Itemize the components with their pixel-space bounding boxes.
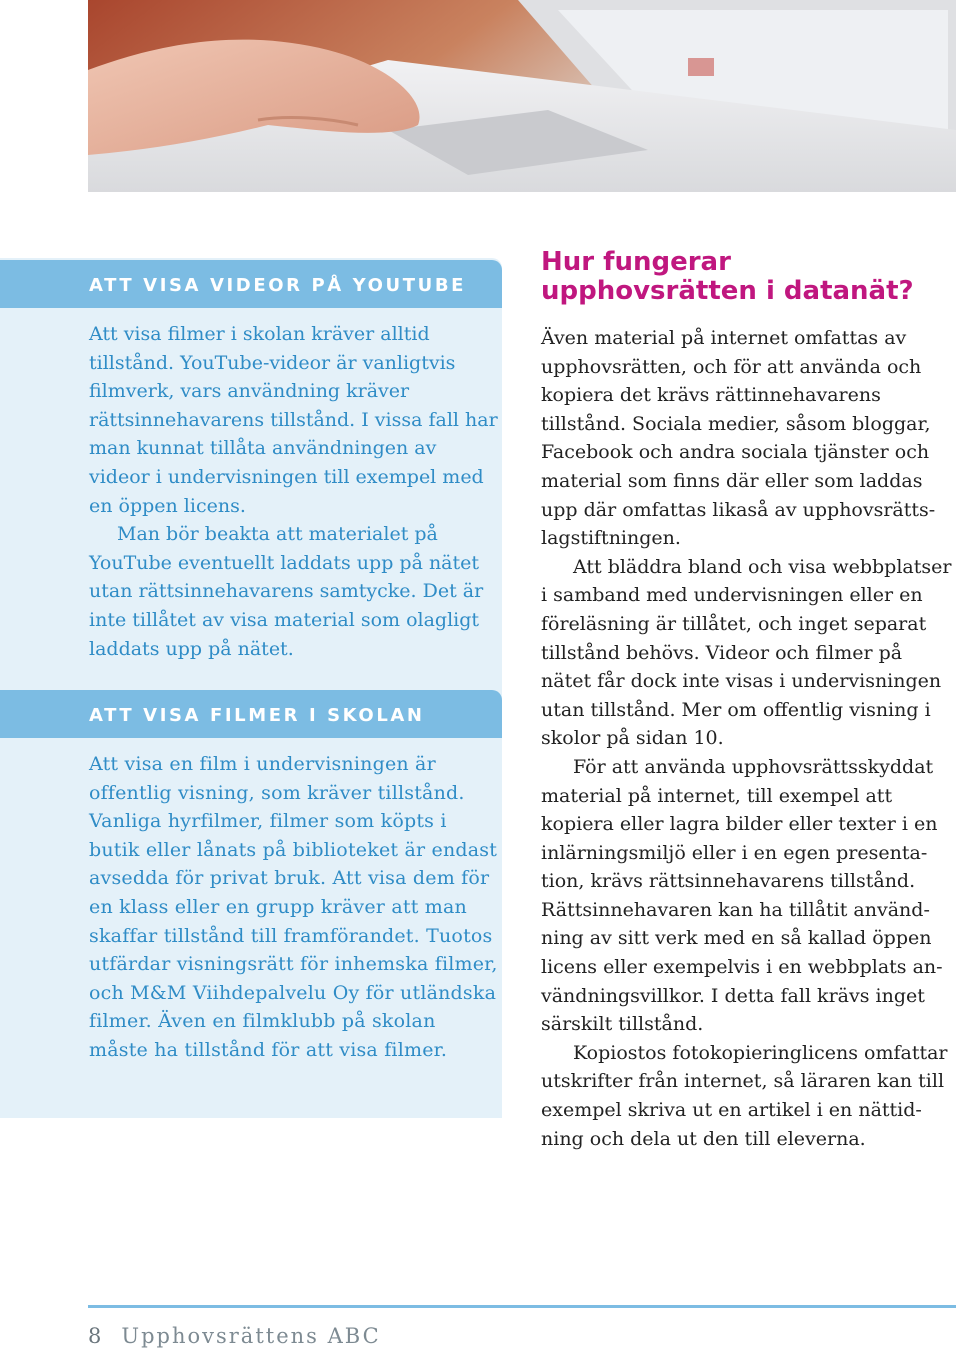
sidebar-paragraph: Att visa en film i undervisningen är offentlig visning, som kräver tillstånd. Vanliga hyrfilmer, filmer som köpts i butik eller lånats på biblioteket är endast avsedda för privat bruk. Att visa dem för en klass eller en grupp kräver att man skaffar tillstånd till framförandet. Tuotos utfärdar visningsrätt för inhemska filmer, och M&M Viihdepalvelu Oy för utländska filmer. Även en filmklubb på skolan måste ha tillstånd för att visa filmer. bbox=[89, 753, 498, 1061]
laptop-hand-illustration bbox=[88, 0, 956, 192]
sidebar-section-films bbox=[89, 750, 499, 1065]
sidebar-section-youtube bbox=[89, 320, 499, 663]
sidebar-heading-films: ATT VISA FILMER I SKOLAN bbox=[0, 690, 502, 738]
page-footer bbox=[88, 1324, 381, 1348]
publication-title: Upphovsrättens ABC bbox=[121, 1324, 381, 1348]
main-paragraph: Även material på internet omfattas av upphovsrätten, och för att använda och kopiera det krävs rättinnehavarens tillstånd. Sociala medier, såsom bloggar, Facebook och andra sociala tjänster och material som finns där eller som laddas upp där omfattas likaså av upphovsrättslagstiftningen. bbox=[541, 327, 936, 550]
main-paragraph: För att använda upphovsrättsskyddat material på internet, till exempel att kopiera eller lagra bilder eller texter i en inlärningsmiljö eller i en egen presentation, krävs rättsinnehavarens tillstånd. Rättsinnehavaren kan ha tillåtit användning av sitt verk med en så kallad öppen licens eller exempelvis i en webbplats användningsvillkor. I detta fall krävs inget särskilt tillstånd. bbox=[541, 755, 943, 1036]
hero-photo bbox=[88, 0, 956, 192]
main-title: Hur fungerar upphovsrätten i datanät? bbox=[541, 247, 914, 306]
sidebar-paragraph: Man bör beakta att materialet på YouTube eventuellt laddats upp på nätet utan rättsinnehavarens samtycke. Det är inte tillåtet av visa material som olagligt laddats upp på nätet. bbox=[89, 523, 484, 660]
page-number: 8 bbox=[88, 1324, 104, 1348]
main-paragraph: Kopiostos fotokopieringlicens omfattar utskrifter från internet, så läraren kan till exempel skriva ut en artikel i en nättidning och dela ut den till eleverna. bbox=[541, 1041, 948, 1150]
footer-divider bbox=[88, 1305, 956, 1308]
main-paragraph: Att bläddra bland och visa webbplatser i samband med undervisningen eller en föreläsning är tillåtet, och inget separat tillstånd behövs. Videor och filmer på nätet får dock inte visas i undervisningen utan tillstånd. Mer om offentlig visning i skolor på sidan 10. bbox=[541, 555, 952, 750]
sidebar-panel bbox=[0, 258, 502, 1118]
sidebar-heading-youtube: ATT VISA VIDEOR PÅ YOUTUBE bbox=[0, 260, 502, 308]
main-body bbox=[541, 324, 956, 1153]
sidebar-paragraph: Att visa filmer i skolan kräver alltid tillstånd. YouTube-videor är vanligtvis filmverk, vars användning kräver rättsinnehavarens tillstånd. I vissa fall har man kunnat tillåta användningen av videor i undervisningen till exempel med en öppen licens. bbox=[89, 323, 498, 517]
